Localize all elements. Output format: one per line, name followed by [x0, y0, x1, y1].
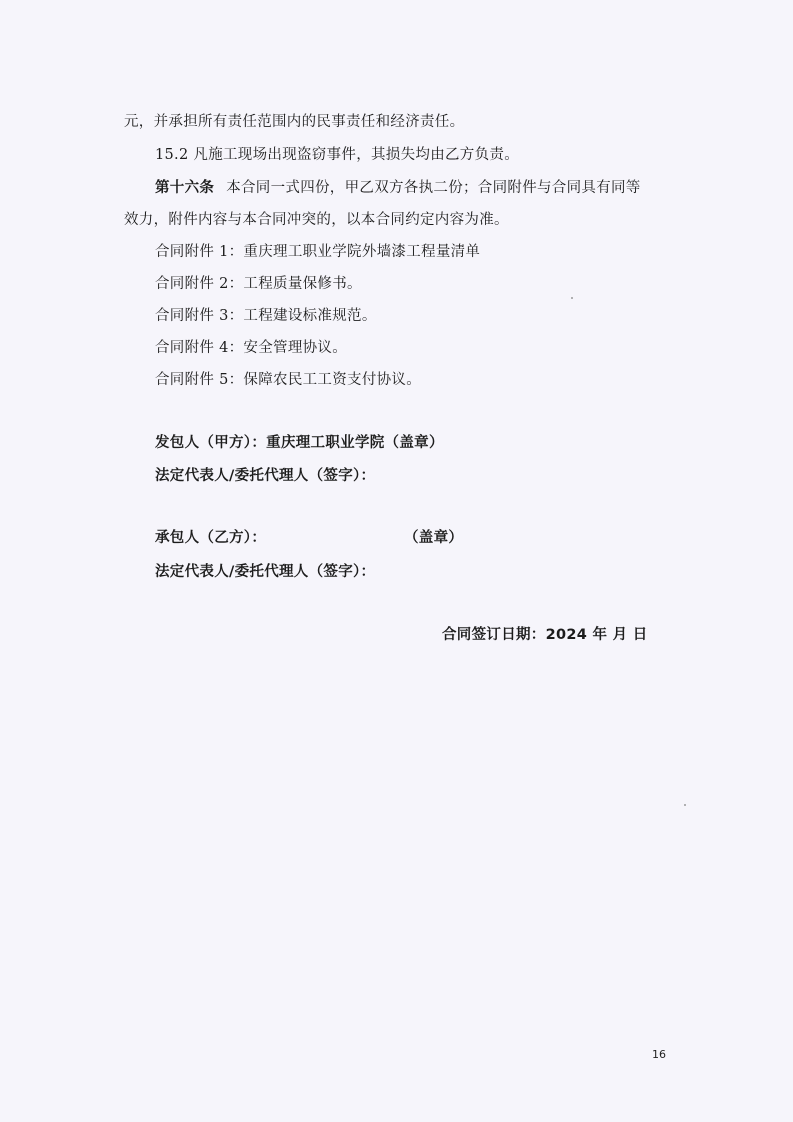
party-a-label: 发包人（甲方）：重庆理工职业学院（盖章） [155, 435, 444, 451]
attachment-1: 合同附件 1：重庆理工职业学院外墙漆工程量清单 [155, 244, 481, 260]
attachment-3: 合同附件 3：工程建设标准规范。 [155, 308, 377, 324]
party-b-representative: 法定代表人/委托代理人（签字）： [155, 564, 376, 580]
signing-date: 合同签订日期：2024 年 月 日 [442, 627, 648, 643]
article-16-text-1: 本合同一式四份，甲乙双方各执二份；合同附件与合同具有同等 [226, 180, 641, 196]
attachment-4: 合同附件 4：安全管理协议。 [155, 340, 348, 356]
clause-15-2: 15.2 凡施工现场出现盗窃事件，其损失均由乙方负责。 [155, 147, 519, 163]
page-number: 16 [652, 1048, 666, 1061]
party-b-seal: （盖章） [404, 530, 464, 546]
article-16-line-1 [155, 178, 641, 198]
scan-speck [684, 804, 686, 806]
party-b-label: 承包人（乙方）： [155, 530, 267, 546]
attachment-2: 合同附件 2：工程质量保修书。 [155, 276, 362, 292]
paragraph-continuation: 元，并承担所有责任范围内的民事责任和经济责任。 [124, 114, 465, 130]
article-16-heading: 第十六条 [155, 180, 215, 196]
attachment-5: 合同附件 5：保障农民工工资支付协议。 [155, 372, 422, 388]
party-a-representative: 法定代表人/委托代理人（签字）： [155, 468, 376, 484]
scan-speck [571, 297, 573, 299]
article-16-line-2: 效力，附件内容与本合同冲突的，以本合同约定内容为准。 [124, 212, 509, 228]
